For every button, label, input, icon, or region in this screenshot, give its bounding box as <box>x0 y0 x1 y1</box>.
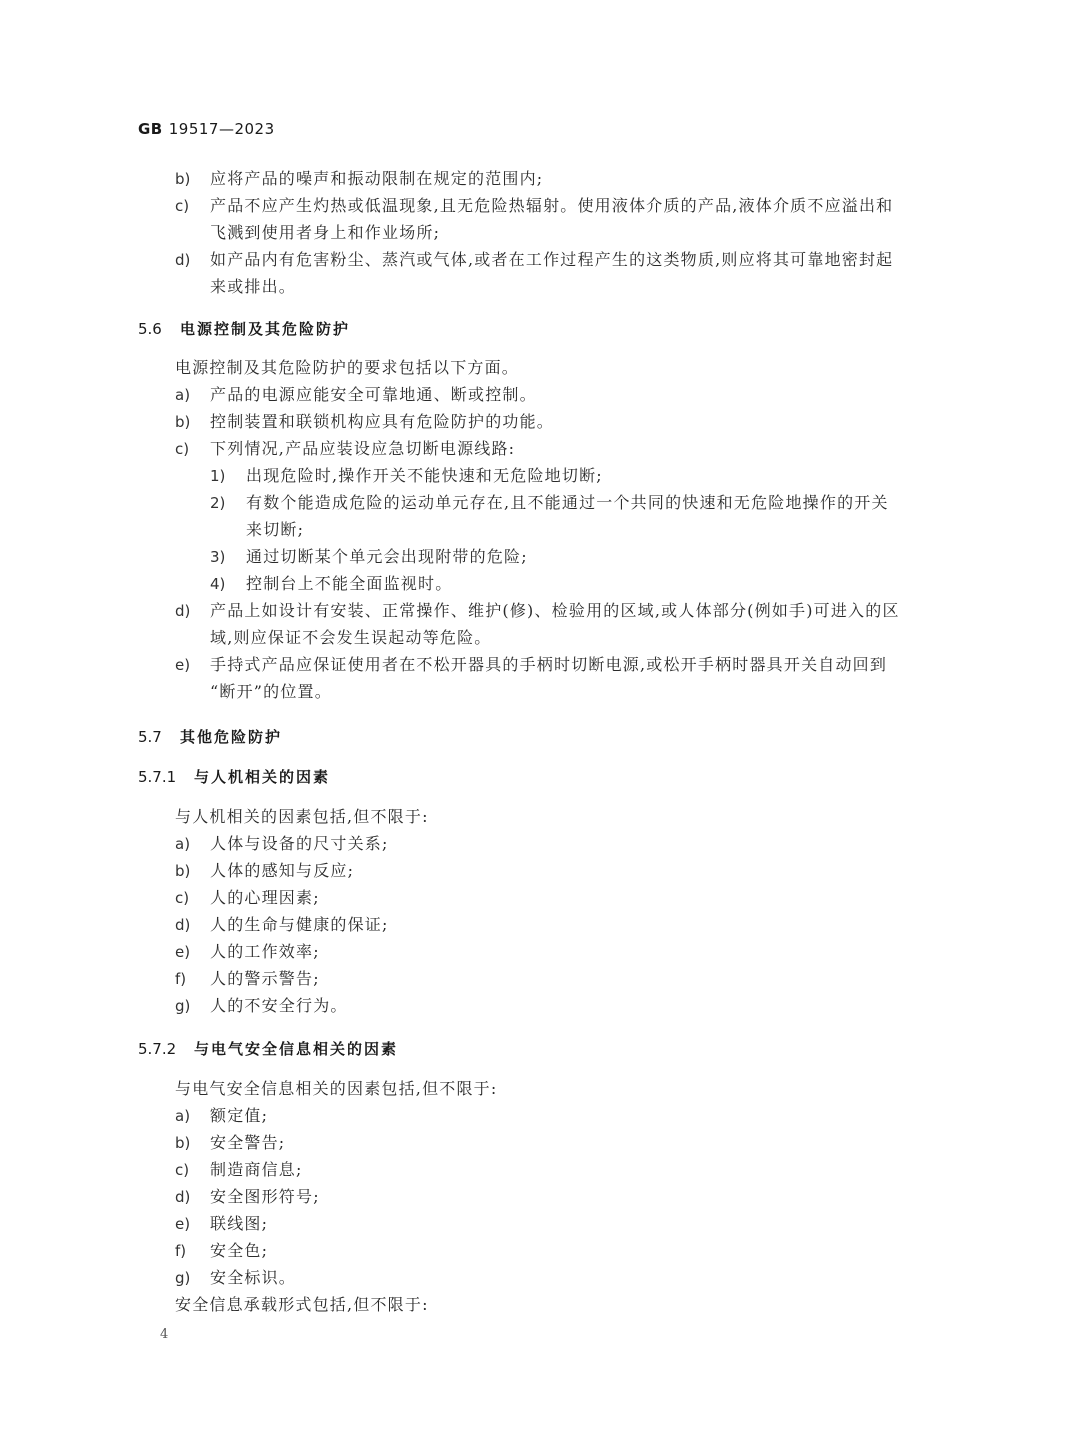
section-title: 与人机相关的因素 <box>194 768 331 786</box>
list-marker: d) <box>175 251 191 269</box>
list-item-text: 来或排出。 <box>210 277 297 296</box>
list-item-text: 人体与设备的尺寸关系; <box>210 834 389 853</box>
section-heading-5-7 <box>138 726 282 748</box>
sublist-marker: 1) <box>210 467 226 485</box>
list-item-text: 如产品内有危害粉尘、蒸汽或气体,或者在工作过程产生的这类物质,则应将其可靠地密封起 <box>210 250 894 269</box>
list-item-text: “断开”的位置。 <box>210 682 332 701</box>
list-item-text: 域,则应保证不会发生误起动等危险。 <box>210 628 492 647</box>
list-item-text: 人的生命与健康的保证; <box>210 915 389 934</box>
section-title: 与电气安全信息相关的因素 <box>194 1040 399 1058</box>
list-marker: f) <box>175 1242 187 1260</box>
list-marker: e) <box>175 943 191 961</box>
list-marker: a) <box>175 835 191 853</box>
list-item-text: 飞溅到使用者身上和作业场所; <box>210 223 441 242</box>
list-item-text: 额定值; <box>210 1106 269 1125</box>
section-number: 5.6 <box>138 320 162 338</box>
list-marker: d) <box>175 602 191 620</box>
sublist-item-text: 来切断; <box>246 520 305 539</box>
page-number: 4 <box>160 1327 169 1342</box>
sublist-item-text: 控制台上不能全面监视时。 <box>246 574 453 593</box>
list-marker: g) <box>175 1269 191 1287</box>
list-marker: c) <box>175 889 190 907</box>
sublist-item-text: 有数个能造成危险的运动单元存在,且不能通过一个共同的快速和无危险地操作的开关 <box>246 493 889 512</box>
paragraph: 电源控制及其危险防护的要求包括以下方面。 <box>175 358 520 377</box>
list-marker: e) <box>175 656 191 674</box>
list-marker: c) <box>175 440 190 458</box>
list-marker: d) <box>175 1188 191 1206</box>
section-number: 5.7 <box>138 728 162 746</box>
list-item-text: 人的工作效率; <box>210 942 320 961</box>
list-item-text: 应将产品的噪声和振动限制在规定的范围内; <box>210 169 544 188</box>
section-title: 电源控制及其危险防护 <box>180 320 351 338</box>
section-heading-5-7-2 <box>138 1038 398 1060</box>
list-marker: d) <box>175 916 191 934</box>
section-number: 5.7.1 <box>138 768 177 786</box>
sublist-item-text: 出现危险时,操作开关不能快速和无危险地切断; <box>246 466 603 485</box>
list-marker: b) <box>175 413 191 431</box>
list-item-text: 控制装置和联锁机构应具有危险防护的功能。 <box>210 412 555 431</box>
list-marker: b) <box>175 1134 191 1152</box>
sublist-item-text: 通过切断某个单元会出现附带的危险; <box>246 547 528 566</box>
list-item-text: 产品不应产生灼热或低温现象,且无危险热辐射。使用液体介质的产品,液体介质不应溢出和 <box>210 196 894 215</box>
list-marker: a) <box>175 1107 191 1125</box>
list-item-text: 产品上如设计有安装、正常操作、维护(修)、检验用的区域,或人体部分(例如手)可进入的区 <box>210 601 900 620</box>
list-marker: f) <box>175 970 187 988</box>
list-marker: b) <box>175 862 191 880</box>
list-item-text: 人的心理因素; <box>210 888 320 907</box>
list-item-text: 手持式产品应保证使用者在不松开器具的手柄时切断电源,或松开手柄时器具开关自动回到 <box>210 655 888 674</box>
list-item-text: 安全色; <box>210 1241 269 1260</box>
list-item-text: 产品的电源应能安全可靠地通、断或控制。 <box>210 385 537 404</box>
list-item-text: 人的警示警告; <box>210 969 320 988</box>
list-marker: a) <box>175 386 191 404</box>
standard-prefix: GB <box>138 120 163 138</box>
list-item-text: 制造商信息; <box>210 1160 303 1179</box>
list-marker: e) <box>175 1215 191 1233</box>
sublist-marker: 3) <box>210 548 226 566</box>
list-item-text: 联线图; <box>210 1214 269 1233</box>
section-heading-5-6 <box>138 318 350 340</box>
paragraph: 安全信息承载形式包括,但不限于: <box>175 1295 429 1314</box>
list-item-text: 安全图形符号; <box>210 1187 320 1206</box>
list-marker: g) <box>175 997 191 1015</box>
sublist-marker: 4) <box>210 575 226 593</box>
list-item-text: 安全警告; <box>210 1133 286 1152</box>
section-heading-5-7-1 <box>138 766 330 788</box>
list-item-text: 下列情况,产品应装设应急切断电源线路: <box>210 439 516 458</box>
standard-code <box>138 120 275 138</box>
paragraph: 与电气安全信息相关的因素包括,但不限于: <box>175 1079 498 1098</box>
list-item-text: 安全标识。 <box>210 1268 297 1287</box>
sublist-marker: 2) <box>210 494 226 512</box>
list-marker: b) <box>175 170 191 188</box>
list-marker: c) <box>175 1161 190 1179</box>
paragraph: 与人机相关的因素包括,但不限于: <box>175 807 429 826</box>
standard-number: 19517—2023 <box>168 120 275 138</box>
section-number: 5.7.2 <box>138 1040 177 1058</box>
list-item-text: 人体的感知与反应; <box>210 861 355 880</box>
section-title: 其他危险防护 <box>180 728 283 746</box>
list-marker: c) <box>175 197 190 215</box>
list-item-text: 人的不安全行为。 <box>210 996 348 1015</box>
